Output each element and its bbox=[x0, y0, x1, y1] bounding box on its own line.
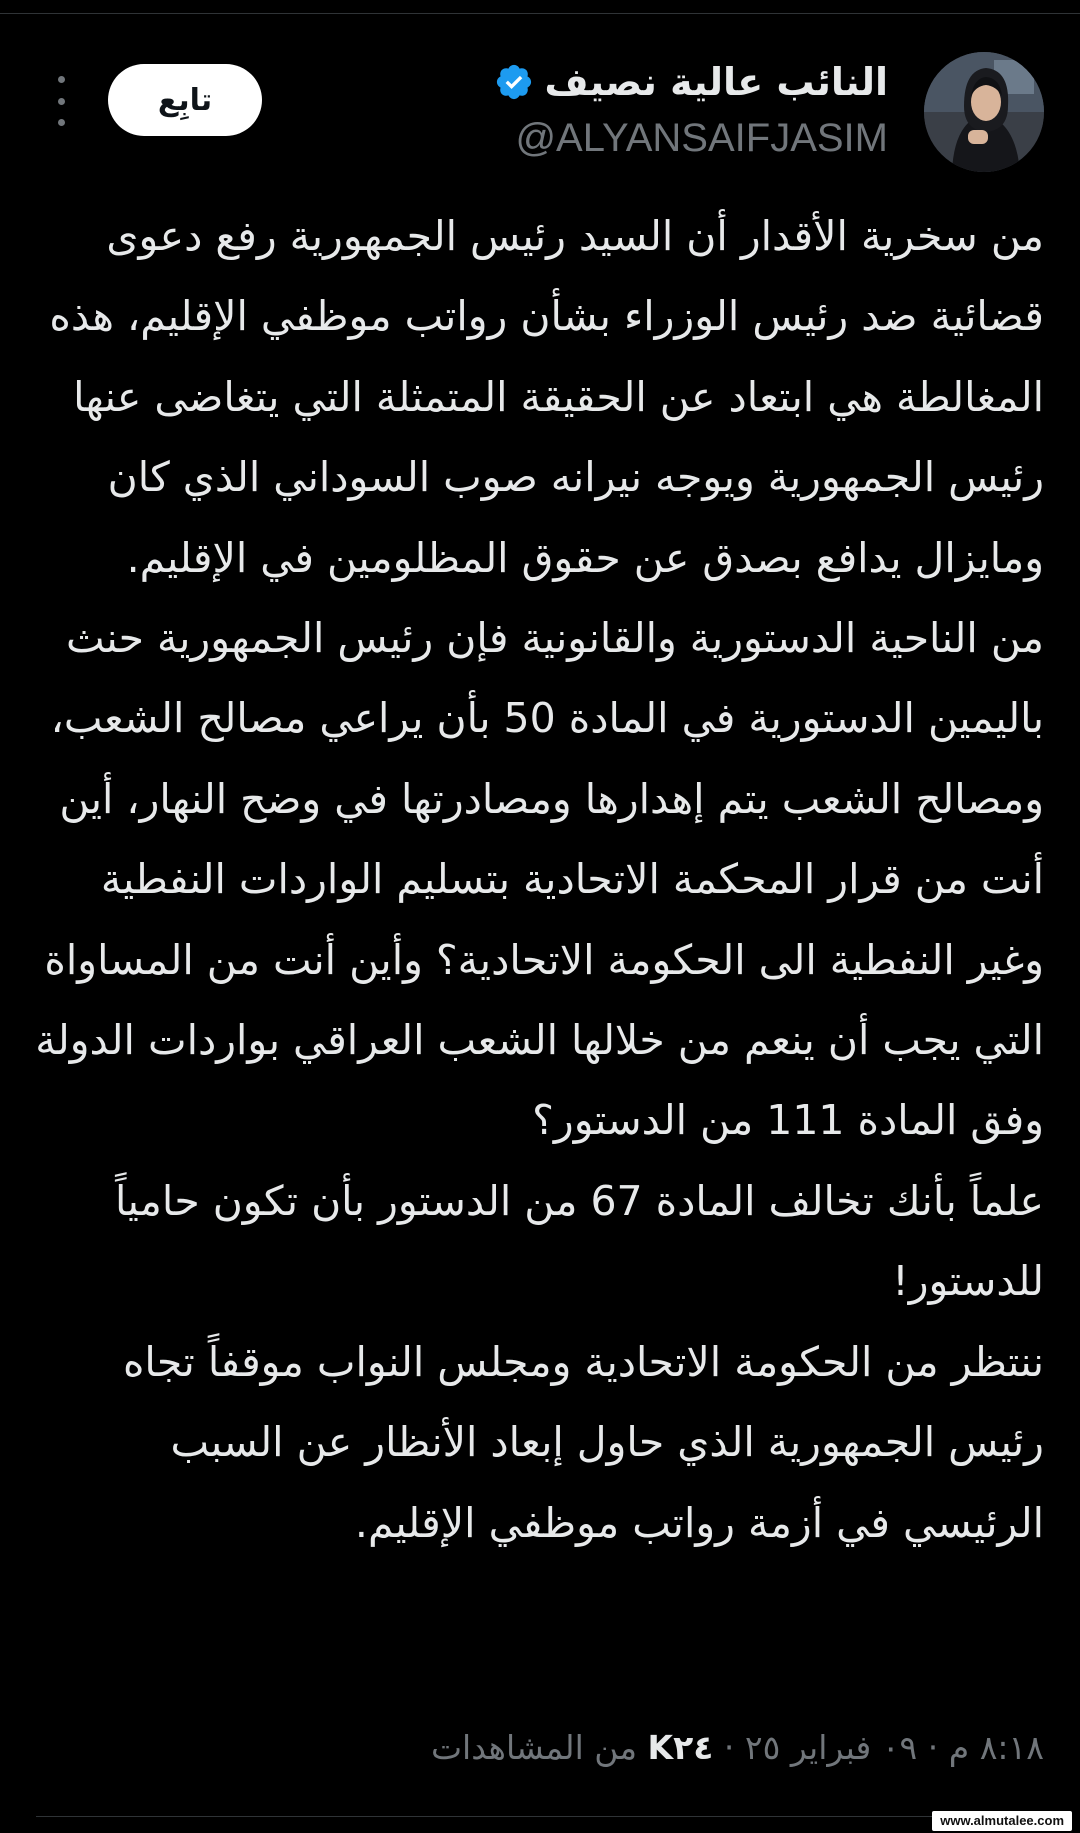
tweet-date[interactable]: ٠٩ فبراير ٢٥ bbox=[744, 1728, 918, 1767]
tweet-paragraph: من الناحية الدستورية والقانونية فإن رئيس الجمهورية حنث باليمين الدستورية في المادة 50 بأن يراعي مصالح الشعب، ومصالح الشعب يتم إهدارها ومصادرتها في وضح النهار، أين أنت من قرار المحكمة الاتحادية بتسليم الواردات النفطية وغير النفطية الى الحكومة الاتحادية؟ وأين أنت من المساواة التي يجب أن ينعم من خلالها الشعب العراقي بواردات الدولة وفق المادة 111 من الدستور؟ bbox=[35, 614, 1044, 1145]
tweet-paragraph: علماً بأنك تخالف المادة 67 من الدستور بأن تكون حامياً للدستور! bbox=[115, 1176, 1044, 1306]
tweet-paragraph: من سخرية الأقدار أن السيد رئيس الجمهورية رفع دعوى قضائية ضد رئيس الوزراء بشأن رواتب موظفي الإقليم، هذه المغالطة هي ابتعاد عن الحقيقة المتمثلة التي يتغاضى عنها رئيس الجمهورية ويوجه نيرانه صوب السوداني الذي كان ومايزال يدافع بصدق عن حقوق المظلومين في الإقليم. bbox=[49, 212, 1044, 582]
follow-button[interactable]: تابِع bbox=[108, 64, 262, 136]
more-dot bbox=[58, 76, 65, 83]
more-dot bbox=[58, 98, 65, 105]
tweet-time[interactable]: ٨:١٨ م bbox=[948, 1728, 1044, 1767]
views-count[interactable]: K٢٤ bbox=[647, 1728, 714, 1767]
tweet-body bbox=[32, 196, 1044, 1563]
more-options-icon[interactable] bbox=[46, 76, 76, 126]
more-dot bbox=[58, 119, 65, 126]
watermark: www.almutalee.com bbox=[932, 1811, 1072, 1831]
tweet-header bbox=[0, 48, 1080, 178]
tweet-paragraph: ننتظر من الحكومة الاتحادية ومجلس النواب موقفاً تجاه رئيس الجمهورية الذي حاول إبعاد الأنظار عن السبب الرئيسي في أزمة رواتب موظفي الإقليم. bbox=[122, 1337, 1044, 1547]
tweet-meta bbox=[431, 1728, 1044, 1767]
user-handle[interactable]: @ALYANSAIFJASIM bbox=[515, 116, 888, 160]
meta-separator: · bbox=[723, 1728, 735, 1767]
meta-separator: · bbox=[927, 1728, 939, 1767]
bottom-divider bbox=[36, 1816, 1044, 1817]
display-name[interactable]: النائب عالية نصيف bbox=[544, 60, 888, 104]
name-row bbox=[494, 58, 888, 106]
verified-badge-icon bbox=[494, 62, 534, 102]
top-divider bbox=[0, 13, 1080, 14]
author-info bbox=[494, 58, 888, 166]
avatar-image bbox=[924, 52, 1044, 172]
views-label: من المشاهدات bbox=[430, 1728, 638, 1767]
avatar[interactable] bbox=[924, 52, 1044, 172]
